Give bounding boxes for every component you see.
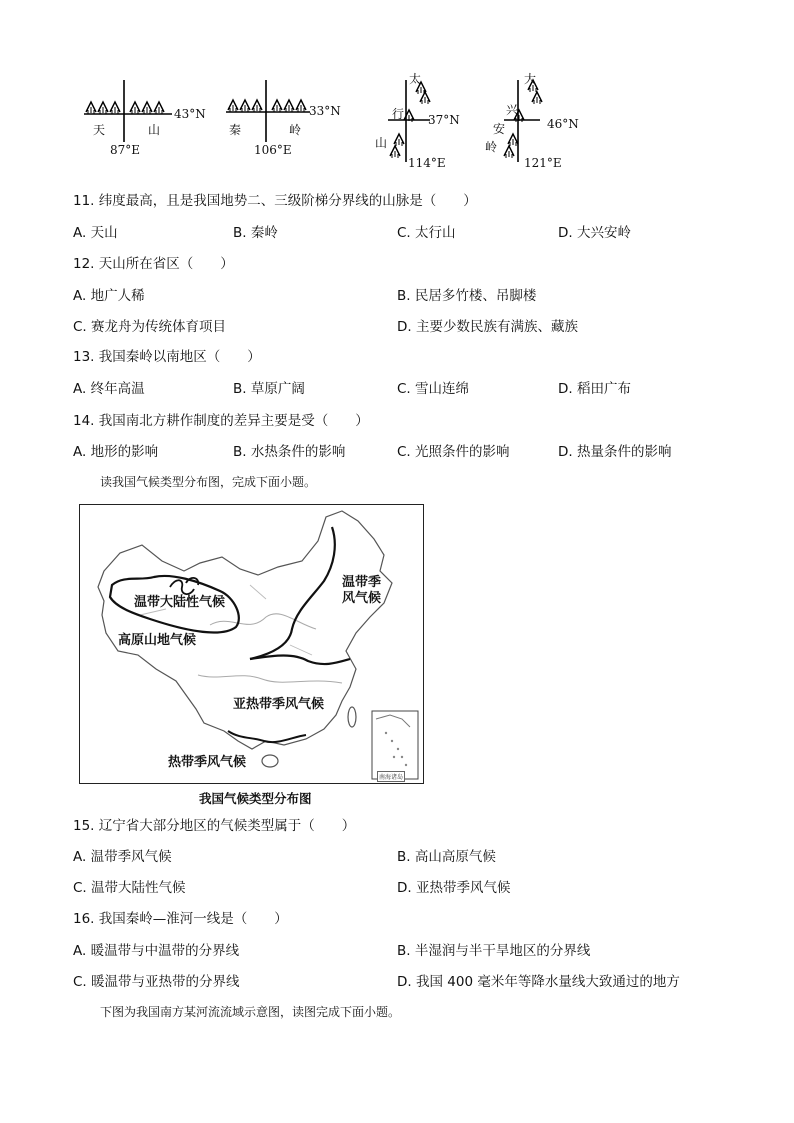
hainan-island: [262, 755, 278, 767]
climate-intro: 读我国气候类型分布图，完成下面小题。: [100, 475, 317, 489]
question-15-option-a[interactable]: A. 温带季风气候: [73, 849, 172, 865]
label-plateau-mountain: 高原山地气候: [118, 633, 197, 648]
question-15-option-b[interactable]: B. 高山高原气候: [397, 849, 496, 865]
question-12-stem: 12. 天山所在省区（ ）: [73, 256, 234, 272]
question-11-stem: 11. 纬度最高，且是我国地势二、三级阶梯分界线的山脉是（ ）: [73, 193, 477, 209]
climate-map-frame: [79, 504, 424, 784]
taihang-lat: 37°N: [428, 113, 460, 127]
question-16-option-b[interactable]: B. 半湿润与半干旱地区的分界线: [397, 943, 591, 959]
question-14-option-d[interactable]: D. 热量条件的影响: [558, 444, 672, 460]
label-subtropical-monsoon: 亚热带季风气候: [233, 697, 325, 712]
tianshan-lon: 87°E: [110, 143, 141, 157]
question-14-option-c[interactable]: C. 光照条件的影响: [397, 444, 510, 460]
question-14-stem: 14. 我国南北方耕作制度的差异主要是受（ ）: [73, 413, 369, 429]
taiwan-island: [348, 707, 356, 727]
tianshan-label-1: 天: [93, 123, 106, 137]
yangtze-river: [198, 675, 342, 683]
qinling-huaihe-line: [250, 656, 350, 665]
tianshan-lat: 43°N: [174, 107, 206, 121]
tianshan-label-2: 山: [148, 123, 161, 137]
tropical-boundary: [228, 731, 306, 742]
yellow-river: [210, 614, 316, 629]
monsoon-boundary: [250, 527, 335, 659]
question-15-option-c[interactable]: C. 温带大陆性气候: [73, 880, 186, 896]
daxinganling-lon: 121°E: [524, 156, 562, 170]
qinling-label-1: 秦: [229, 123, 242, 137]
label-tropical-monsoon: 热带季风气候: [168, 755, 247, 770]
question-12-option-b[interactable]: B. 民居多竹楼、吊脚楼: [397, 288, 537, 304]
label-temperate-monsoon-2: 风气候: [342, 591, 382, 606]
qinling-label-2: 岭: [289, 123, 302, 137]
qinling-lat: 33°N: [309, 104, 341, 118]
daxinganling-label-2: 兴: [506, 103, 519, 117]
question-13-option-d[interactable]: D. 稻田广布: [558, 381, 631, 397]
question-12-option-d[interactable]: D. 主要少数民族有满族、藏族: [397, 319, 578, 335]
question-16-option-c[interactable]: C. 暖温带与亚热带的分界线: [73, 974, 240, 990]
daxinganling-lat: 46°N: [547, 117, 579, 131]
inset-box: [372, 711, 418, 779]
label-temperate-monsoon-1: 温带季: [342, 575, 382, 590]
taihang-label-1: 太: [409, 72, 422, 86]
question-14-option-a[interactable]: A. 地形的影响: [73, 444, 159, 460]
question-16-option-d[interactable]: D. 我国 400 毫米年等降水量线大致通过的地方: [397, 974, 680, 990]
taihang-label-2: 行: [392, 107, 405, 121]
question-15-stem: 15. 辽宁省大部分地区的气候类型属于（ ）: [73, 818, 356, 834]
label-inset: 南海诸岛: [377, 771, 405, 782]
question-13-option-b[interactable]: B. 草原广阔: [233, 381, 305, 397]
daxinganling-label-1: 大: [524, 72, 537, 86]
daxinganling-diagram: [504, 80, 542, 162]
climate-map-caption: 我国气候类型分布图: [199, 791, 312, 806]
question-16-stem: 16. 我国秦岭—淮河一线是（ ）: [73, 911, 288, 927]
mountain-diagrams: [70, 64, 590, 176]
question-14-option-b[interactable]: B. 水热条件的影响: [233, 444, 346, 460]
taihang-label-3: 山: [375, 136, 388, 150]
question-13-stem: 13. 我国秦岭以南地区（ ）: [73, 349, 261, 365]
question-11-option-c[interactable]: C. 太行山: [397, 225, 456, 241]
question-11-option-d[interactable]: D. 大兴安岭: [558, 225, 631, 241]
question-12-option-c[interactable]: C. 赛龙舟为传统体育项目: [73, 319, 227, 335]
question-11-option-b[interactable]: B. 秦岭: [233, 225, 278, 241]
question-11-option-a[interactable]: A. 天山: [73, 225, 118, 241]
question-12-option-a[interactable]: A. 地广人稀: [73, 288, 145, 304]
label-temperate-continental: 温带大陆性气候: [134, 595, 226, 610]
river-intro: 下图为我国南方某河流流域示意图，读图完成下面小题。: [100, 1005, 401, 1019]
taihang-lon: 114°E: [408, 156, 446, 170]
question-13-option-a[interactable]: A. 终年高温: [73, 381, 145, 397]
qinling-lon: 106°E: [254, 143, 292, 157]
question-15-option-d[interactable]: D. 亚热带季风气候: [397, 880, 511, 896]
daxinganling-label-4: 岭: [485, 140, 498, 154]
daxinganling-label-3: 安: [493, 122, 506, 136]
question-16-option-a[interactable]: A. 暖温带与中温带的分界线: [73, 943, 240, 959]
question-13-option-c[interactable]: C. 雪山连绵: [397, 381, 470, 397]
